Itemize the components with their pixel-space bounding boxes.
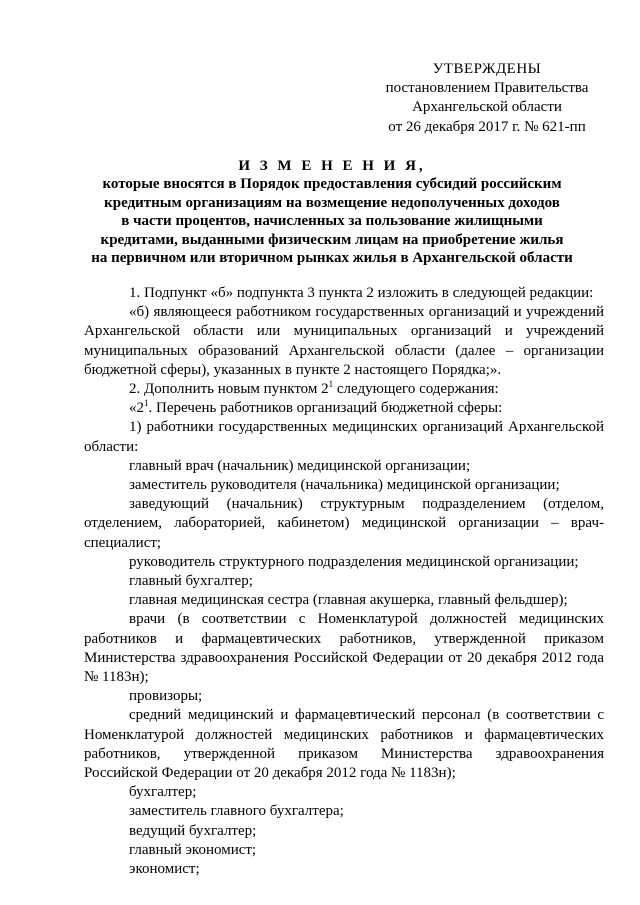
position-list <box>84 457 604 879</box>
paragraph-3 <box>84 380 604 399</box>
paragraph-3-text: 2. Дополнить новым пунктом 2 <box>129 381 329 398</box>
list-item: ведущий бухгалтер; <box>129 822 257 839</box>
approval-title: УТВЕРЖДЕНЫ <box>432 61 542 77</box>
paragraph-3-text-end: следующего содержания: <box>333 381 499 398</box>
heading-line-2: кредитным организациям на возмещение недополученных доходов <box>104 194 560 211</box>
list-item: руководитель структурного подразделения медицинской организации; <box>129 553 579 570</box>
list-item: провизоры; <box>129 688 203 705</box>
heading-title: И З М Е Н Е Н И Я, <box>238 158 426 174</box>
paragraph-4 <box>84 399 604 418</box>
list-item: средний медицинский и фармацевтический персонал (в соответствии с Номенклатурой должностей медицинских работников и фармацевтических работников, утвержденной приказом Министерства здравоохранения Российской Федерации от 20 декабря 2012 года № 1183н); <box>84 707 604 782</box>
list-item: главный экономист; <box>129 841 257 858</box>
list-item: заместитель руководителя (начальника) медицинской организации; <box>129 477 560 494</box>
document-body <box>84 284 604 879</box>
approval-line-4: от 26 декабря 2017 г. № 621-пп <box>388 118 586 135</box>
heading-line-1: которые вносятся в Порядок предоставления субсидий российским <box>102 176 562 193</box>
heading-line-3: в части процентов, начисленных за пользование жилищными <box>121 213 543 230</box>
list-item: главный бухгалтер; <box>129 573 253 590</box>
paragraph-4-text-end: . Перечень работников организаций бюджетной сферы: <box>148 400 503 417</box>
paragraph-2: «б) являющееся работником государственных организаций и учреждений Архангельской области или муниципальных организаций и учреждений муниципальных образований Архангельской области (далее – организации бюджетной сферы), указанных в пункте 2 настоящего Порядка;». <box>84 304 604 378</box>
paragraph-4-superscript: 1 <box>144 398 149 409</box>
document-heading <box>60 157 604 267</box>
approval-line-3: Архангельской области <box>412 99 562 116</box>
paragraph-5: 1) работники государственных медицинских организаций Архангельской области: <box>84 419 604 455</box>
list-item: заведующий (начальник) структурным подразделением (отделом, отделением, лабораторией, кабинетом) медицинской организации – врач-специалист; <box>84 496 604 551</box>
heading-line-5: на первичном или вторичном рынках жилья в Архангельской области <box>91 250 573 267</box>
paragraph-1: 1. Подпункт «б» подпункта 3 пункта 2 изложить в следующей редакции: <box>129 285 594 301</box>
list-item: главная медицинская сестра (главная акушерка, главный фельдшер); <box>129 592 568 609</box>
paragraph-4-text: «2 <box>129 400 144 417</box>
list-item: главный врач (начальник) медицинской организации; <box>129 457 471 474</box>
list-item: врачи (в соответствии с Номенклатурой должностей медицинских работников и фармацевтических работников, утвержденной приказом Министерства здравоохранения Российской Федерации от 20 декабря 2012 года № 1183н); <box>84 611 604 686</box>
approval-stamp <box>370 60 604 137</box>
list-item: экономист; <box>129 861 200 878</box>
paragraph-3-superscript: 1 <box>328 379 334 390</box>
approval-line-2: постановлением Правительства <box>385 80 589 97</box>
heading-line-4: кредитами, выданными физическим лицам на приобретение жилья <box>100 231 564 248</box>
list-item: заместитель главного бухгалтера; <box>129 803 344 820</box>
list-item: бухгалтер; <box>129 784 197 801</box>
